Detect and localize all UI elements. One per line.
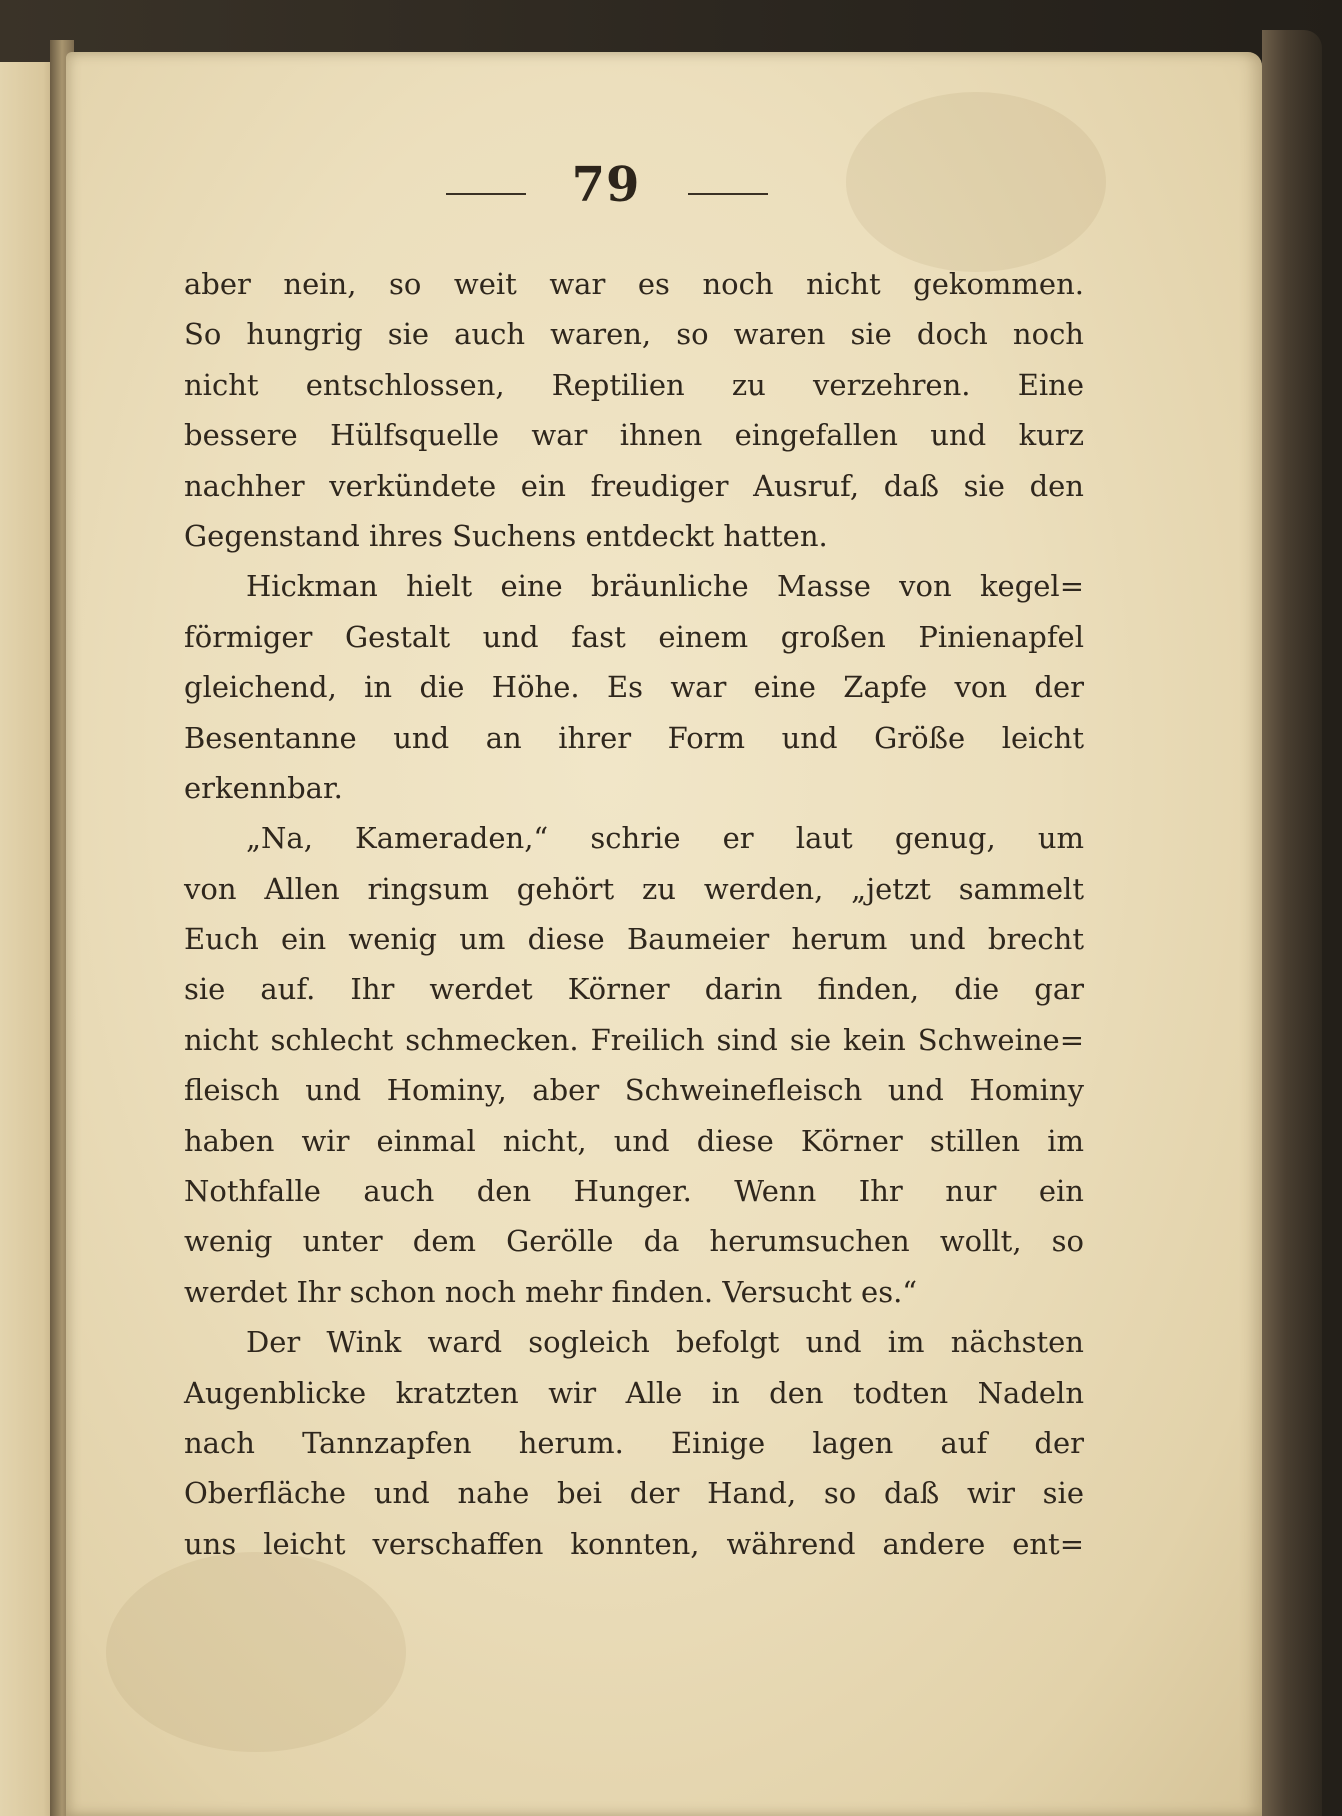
text-line: sie auf. Ihr werdet Körner darin finden, die gar — [184, 972, 1084, 1007]
text-line: nicht schlecht schmecken. Freilich sind sie kein Schweine= — [184, 1022, 1084, 1057]
book-page — [66, 52, 1262, 1816]
text-line: erkennbar. — [184, 770, 343, 805]
text-line: Gegenstand ihres Suchens entdeckt hatten. — [184, 518, 828, 553]
text-line: Hickman hielt eine bräunliche Masse von kegel= — [246, 569, 1084, 604]
text-line: von Allen ringsum gehört zu werden, „jetzt sammelt — [184, 871, 1084, 906]
text-line: förmiger Gestalt und fast einem großen Pinienapfel — [184, 619, 1084, 654]
text-line: wenig unter dem Gerölle da herumsuchen wollt, so — [184, 1224, 1084, 1259]
text-line: haben wir einmal nicht, und diese Körner stillen im — [184, 1123, 1084, 1158]
text-line: Nothfalle auch den Hunger. Wenn Ihr nur ein — [184, 1174, 1084, 1209]
text-line: Besentanne und an ihrer Form und Größe leicht — [184, 720, 1084, 755]
text-line: bessere Hülfsquelle war ihnen eingefallen und kurz — [184, 418, 1084, 453]
text-line: nicht entschlossen, Reptilien zu verzehren. Eine — [184, 367, 1084, 402]
header-rule-left — [446, 193, 526, 195]
text-line: Euch ein wenig um diese Baumeier herum und brecht — [184, 922, 1084, 957]
text-line: werdet Ihr schon noch mehr finden. Versucht es.“ — [184, 1274, 918, 1309]
paper-stain — [106, 1552, 406, 1752]
book-cover-edge — [1262, 30, 1322, 1816]
body-text — [184, 259, 1084, 1569]
text-line: uns leicht verschaffen konnten, während andere ent= — [184, 1526, 1084, 1561]
text-line: Augenblicke kratzten wir Alle in den todten Nadeln — [184, 1375, 1084, 1410]
text-line: fleisch und Hominy, aber Schweinefleisch und Hominy — [184, 1073, 1084, 1108]
text-line: aber nein, so weit war es noch nicht gekommen. — [184, 267, 1084, 301]
text-line: So hungrig sie auch waren, so waren sie doch noch — [184, 317, 1084, 352]
page-header — [66, 157, 1262, 227]
text-line: nach Tannzapfen herum. Einige lagen auf der — [184, 1425, 1084, 1460]
text-line: nachher verkündete ein freudiger Ausruf, daß sie den — [184, 468, 1084, 503]
header-rule-right — [688, 193, 768, 195]
text-line: „Na, Kameraden,“ schrie er laut genug, um — [246, 821, 1084, 856]
page-number: 79 — [571, 157, 641, 213]
text-line: Oberfläche und nahe bei der Hand, so daß wir sie — [184, 1476, 1084, 1511]
text-line: Der Wink ward sogleich befolgt und im nächsten — [246, 1325, 1084, 1360]
text-line: gleichend, in die Höhe. Es war eine Zapfe von der — [184, 670, 1084, 705]
